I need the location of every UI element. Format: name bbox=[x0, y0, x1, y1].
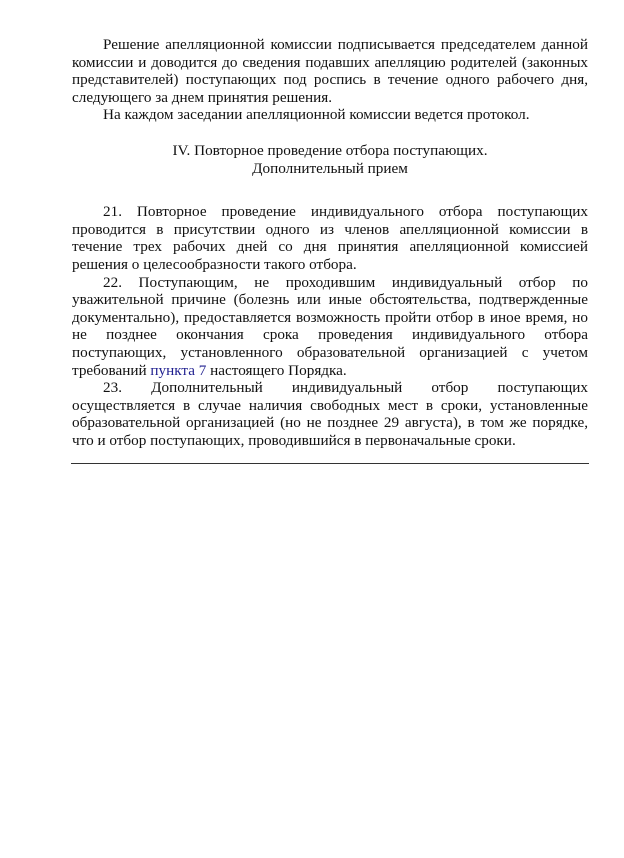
item-22-text-before-link: 22. Поступающим, не проходившим индивидуальный отбор по уважительной причине (болезнь или иные обстоятельства, подтвержденные документально), предоставляется возможность пройти отбор в иное время, но не позднее окончания срока проведения индивидуального отбора поступающих, установленного образовательной организацией с учетом требований bbox=[72, 273, 588, 379]
document-page bbox=[72, 36, 588, 449]
link-punkt-7[interactable]: пункта 7 bbox=[150, 361, 207, 379]
paragraph-protocol: На каждом заседании апелляционной комиссии ведется протокол. bbox=[103, 106, 530, 124]
section-heading-line-2: Дополнительный прием bbox=[252, 159, 408, 177]
footnote-separator-line bbox=[71, 463, 589, 464]
item-23: 23. Дополнительный индивидуальный отбор поступающих осуществляется в случае наличия свободных мест в сроки, установленные образовательной организацией (но не позднее 29 августа), в том же порядке, что и отбор поступающих, проводившийся в первоначальные сроки. bbox=[72, 379, 588, 449]
item-22-text-after-link: настоящего Порядка. bbox=[206, 361, 347, 379]
section-heading-line-1: IV. Повторное проведение отбора поступающих. bbox=[172, 141, 488, 159]
paragraph-appeal-decision: Решение апелляционной комиссии подписывается председателем данной комиссии и доводится до сведения подавших апелляцию родителей (законных представителей) поступающих под роспись в течение одного рабочего дня, следующего за днем принятия решения. bbox=[72, 36, 588, 106]
section-heading bbox=[72, 142, 588, 177]
spacer bbox=[72, 177, 588, 203]
spacer bbox=[72, 124, 588, 142]
item-21: 21. Повторное проведение индивидуального отбора поступающих проводится в присутствии одного из членов апелляционной комиссии в течение трех рабочих дней со дня принятия апелляционной комиссией решения о целесообразности такого отбора. bbox=[72, 203, 588, 273]
item-22 bbox=[72, 274, 588, 380]
